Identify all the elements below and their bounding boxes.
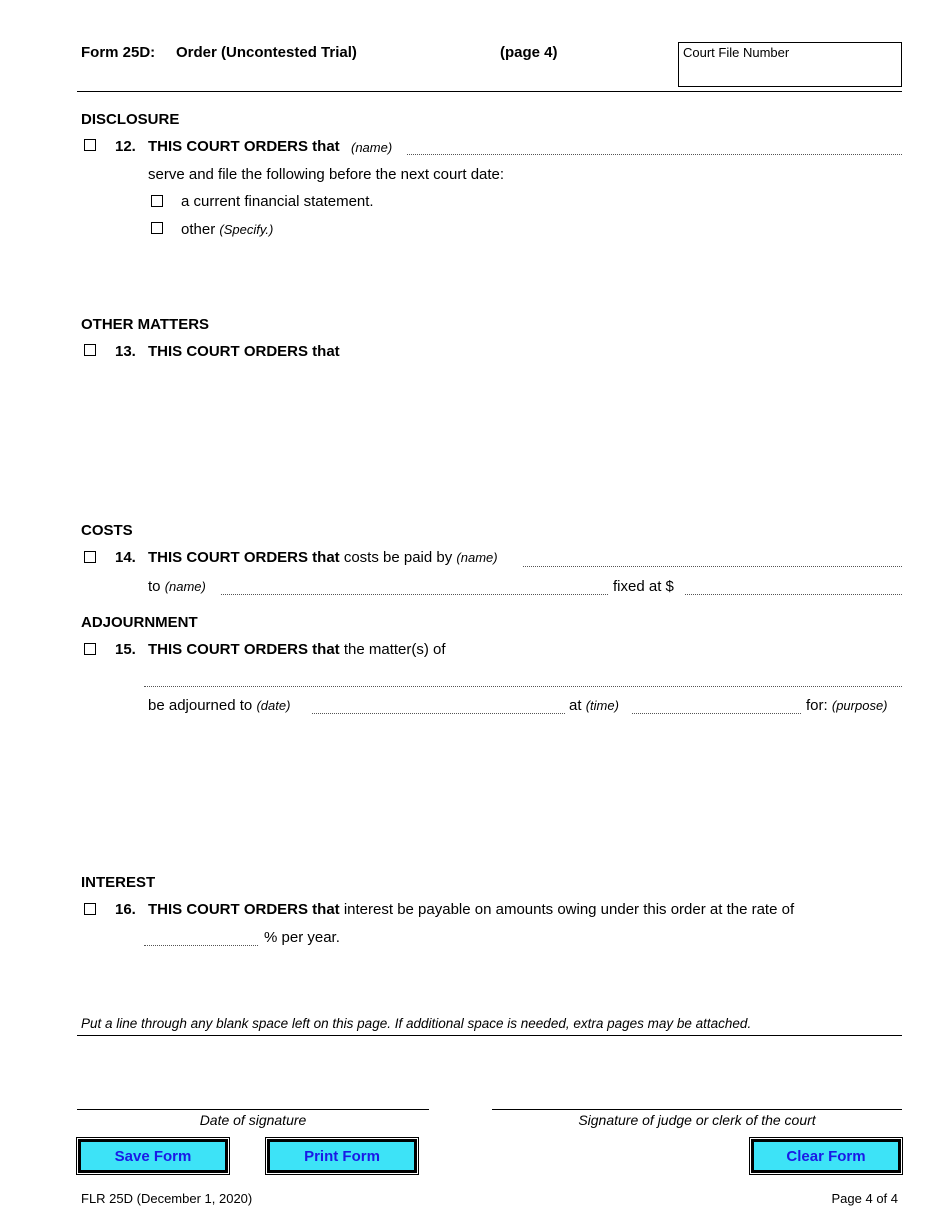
judge-signature-line[interactable] [492,1109,902,1110]
adjournment-heading: ADJOURNMENT [81,614,198,631]
checkbox-12-other[interactable] [151,222,163,234]
blank-space-note: Put a line through any blank space left on this page. If additional space is needed, extra pages may be attached. [81,1016,752,1031]
checkbox-12-financial-statement[interactable] [151,195,163,207]
item-14-payer-field[interactable] [523,566,902,567]
note-divider [77,1035,902,1036]
item-13-number: 13. [115,343,136,360]
item-15-date-field[interactable] [312,713,565,714]
item-12-option-financial: a current financial statement. [181,193,374,210]
item-14-orders: THIS COURT ORDERS that [148,549,340,566]
item-14-fixed-at: fixed at $ [613,578,674,595]
item-15-text: the matter(s) of [343,641,446,658]
item-14-to-hint: (name) [164,579,206,594]
print-form-button[interactable]: Print Form [267,1139,417,1173]
page-label: (page 4) [500,44,558,61]
page-number: Page 4 of 4 [831,1191,898,1206]
clear-form-button[interactable]: Clear Form [751,1139,901,1173]
item-14-to: to [148,578,161,595]
checkbox-15[interactable] [84,643,96,655]
interest-heading: INTEREST [81,874,156,891]
checkbox-16[interactable] [84,903,96,915]
item-15-purpose-hint: (purpose) [831,698,888,713]
item-12-name-field[interactable] [407,154,902,155]
judge-signature-label: Signature of judge or clerk of the court [578,1112,816,1128]
item-15-matters-field[interactable] [144,686,902,687]
form-title: Order (Uncontested Trial) [176,44,357,61]
item-13-orders: THIS COURT ORDERS that [148,343,340,360]
item-15-date-hint: (date) [256,698,291,713]
item-15-time-hint: (time) [585,698,619,713]
item-12-orders: THIS COURT ORDERS that [148,138,340,155]
checkbox-12[interactable] [84,139,96,151]
item-15-time-field[interactable] [632,713,801,714]
header-divider [77,91,902,92]
form-code: FLR 25D (December 1, 2020) [81,1191,253,1206]
checkbox-14[interactable] [84,551,96,563]
item-14-name-hint: (name) [456,550,498,565]
court-file-number-field[interactable] [678,42,902,87]
date-signature-line[interactable] [77,1109,429,1110]
item-14-amount-field[interactable] [685,594,902,595]
item-16-rate-field[interactable] [144,945,258,946]
item-16-number: 16. [115,901,136,918]
item-15-adjourned-to: be adjourned to [148,697,253,714]
item-12-line2: serve and file the following before the next court date: [148,166,505,183]
item-15-number: 15. [115,641,136,658]
save-form-button[interactable]: Save Form [78,1139,228,1173]
other-matters-heading: OTHER MATTERS [81,316,210,333]
item-14-text: costs be paid by [343,549,453,566]
item-15-orders: THIS COURT ORDERS that [148,641,340,658]
costs-heading: COSTS [81,522,133,539]
date-signature-label: Date of signature [199,1112,307,1128]
item-14-number: 14. [115,549,136,566]
item-14-payee-field[interactable] [221,594,608,595]
item-12-number: 12. [115,138,136,155]
checkbox-13[interactable] [84,344,96,356]
item-16-orders: THIS COURT ORDERS that [148,901,340,918]
form-number: Form 25D: [81,44,156,61]
item-16-text: interest be payable on amounts owing under this order at the rate of [343,901,795,918]
item-12-specify-hint: (Specify.) [219,222,274,237]
court-file-number-label: Court File Number [683,45,790,60]
item-15-at: at [569,697,582,714]
item-15-for: for: [806,697,828,714]
item-12-name-hint: (name) [351,140,393,155]
disclosure-heading: DISCLOSURE [81,111,180,128]
item-16-rate-suffix: % per year. [264,929,340,946]
item-12-option-other: other [181,221,216,238]
